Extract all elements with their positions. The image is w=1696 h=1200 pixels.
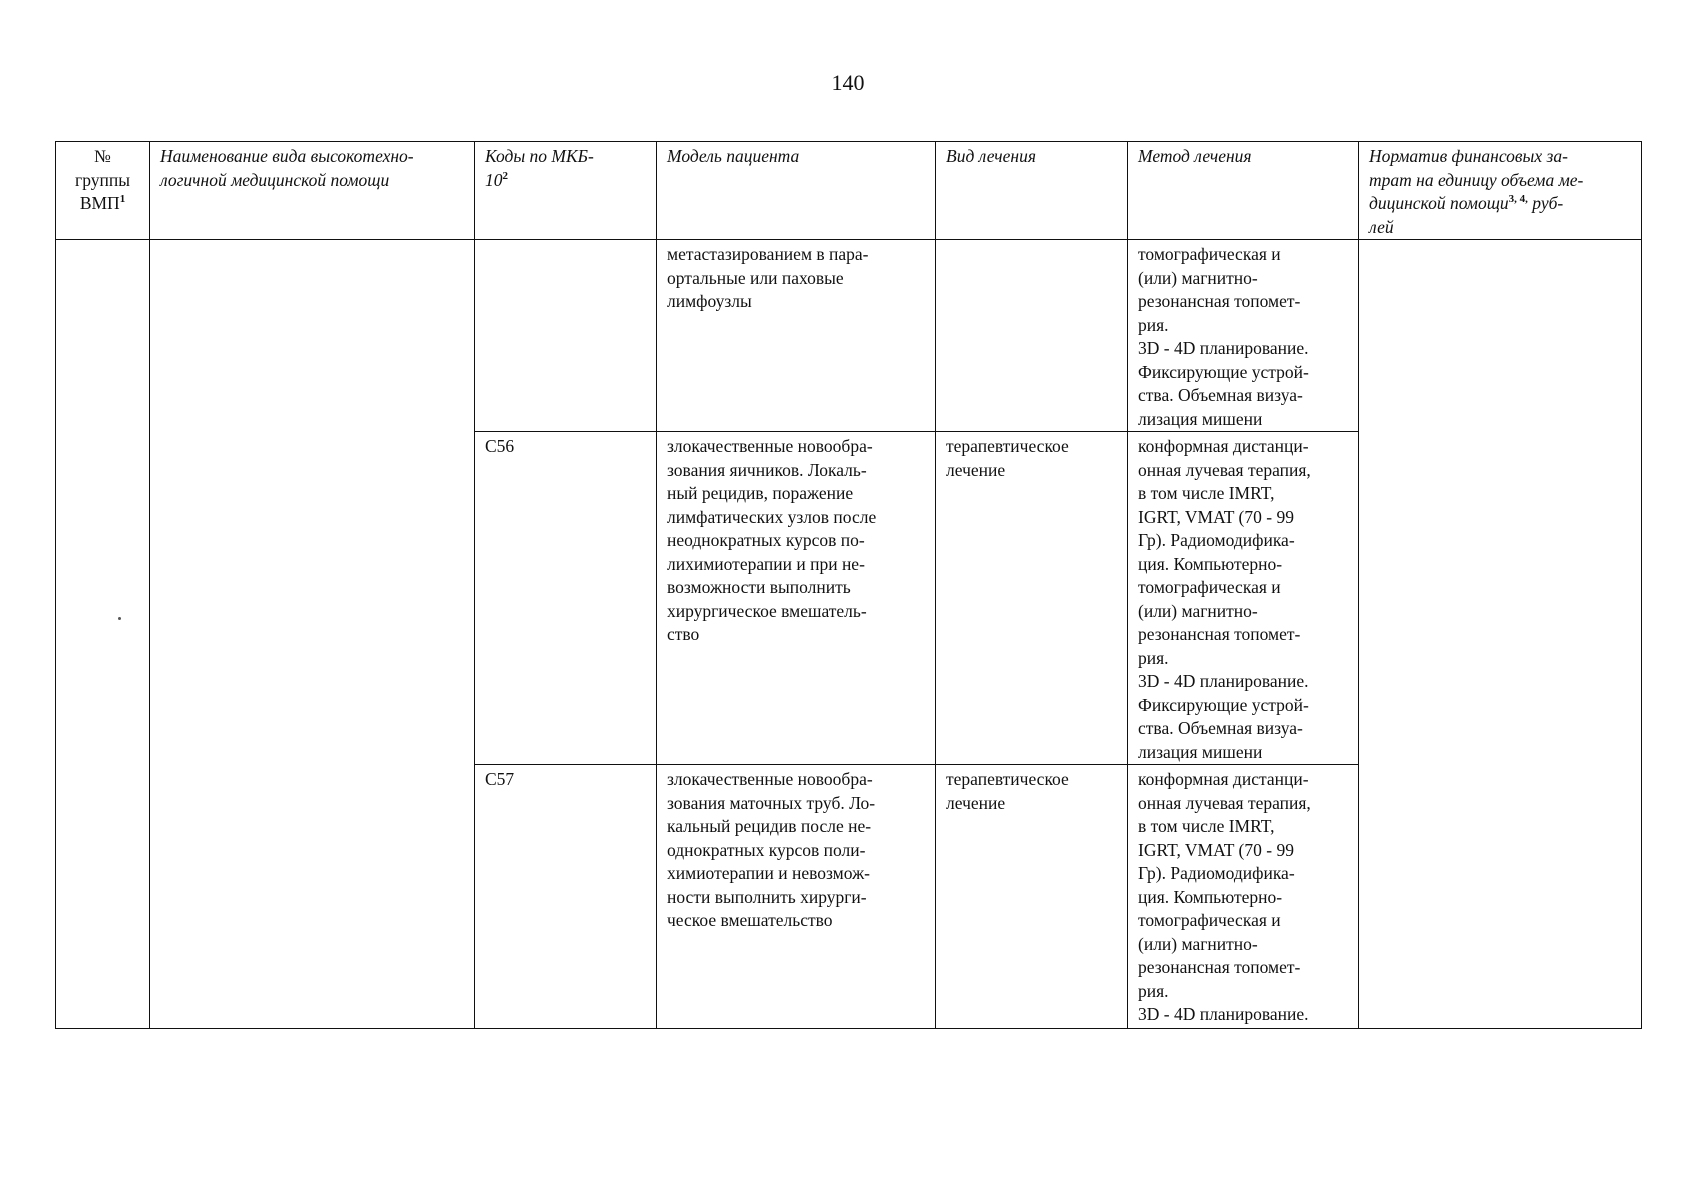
icd-code-cell: C57 <box>475 765 657 1029</box>
patient-model-cell: метастазированием в пара- ортальные или паховые лимфоузлы <box>657 240 936 432</box>
table-row <box>56 240 1642 432</box>
page-number: 140 <box>831 70 865 95</box>
header-cost-standard: Норматив финансовых за- трат на единицу объема ме- дицинской помощи$^{3, 4,}$ руб- лей <box>1359 142 1642 240</box>
treatment-type-cell <box>936 240 1128 432</box>
care-type-name-cell <box>150 240 475 1029</box>
header-treatment-method: Метод лечения <box>1128 142 1359 240</box>
patient-model-cell: злокачественные новообра- зования маточных труб. Ло- кальный рецидив после не- однократных курсов поли- химиотерапии и невозмож- ности выполнить хирурги- ческое вмешательство <box>657 765 936 1029</box>
treatment-type-cell: терапевтическое лечение <box>936 432 1128 765</box>
header-patient-model: Модель пациента <box>657 142 936 240</box>
header-group-number: № группы ВМП$^1$ <box>56 142 150 240</box>
icd-code-cell <box>475 240 657 432</box>
cost-standard-cell <box>1359 240 1642 1029</box>
vmp-table <box>55 141 1642 1029</box>
header-care-type-name: Наименование вида высокотехно- логичной медицинской помощи <box>150 142 475 240</box>
group-number-cell <box>56 240 150 1029</box>
table-header-row <box>56 142 1642 240</box>
treatment-method-cell: конформная дистанци- онная лучевая терапия, в том числе IMRT, IGRT, VMAT (70 - 99 Гр). Радиомодифика- ция. Компьютерно- томографическая и (или) магнитно- резонансная топомет- рия. 3D - 4D планирование. <box>1128 765 1359 1029</box>
treatment-method-cell: томографическая и (или) магнитно- резонансная топомет- рия. 3D - 4D планирование. Фиксирующие устрой- ства. Объемная визуа- лизация мишени <box>1128 240 1359 432</box>
treatment-method-cell: конформная дистанци- онная лучевая терапия, в том числе IMRT, IGRT, VMAT (70 - 99 Гр). Радиомодифика- ция. Компьютерно- томографическая и (или) магнитно- резонансная топомет- рия. 3D - 4D планирование. Фиксирующие устрой- ства. Объемная визуа- лизация мишени <box>1128 432 1359 765</box>
treatment-type-cell: терапевтическое лечение <box>936 765 1128 1029</box>
icd-code-cell: C56 <box>475 432 657 765</box>
header-icd-codes: Коды по МКБ- $10^2$ <box>475 142 657 240</box>
patient-model-cell: злокачественные новообра- зования яичников. Локаль- ный рецидив, поражение лимфатических узлов после неоднократных курсов по- лихимиотерапии и при не- возможности выполнить хирургическое вмешатель- ство <box>657 432 936 765</box>
header-treatment-type: Вид лечения <box>936 142 1128 240</box>
scan-speck <box>118 617 121 620</box>
